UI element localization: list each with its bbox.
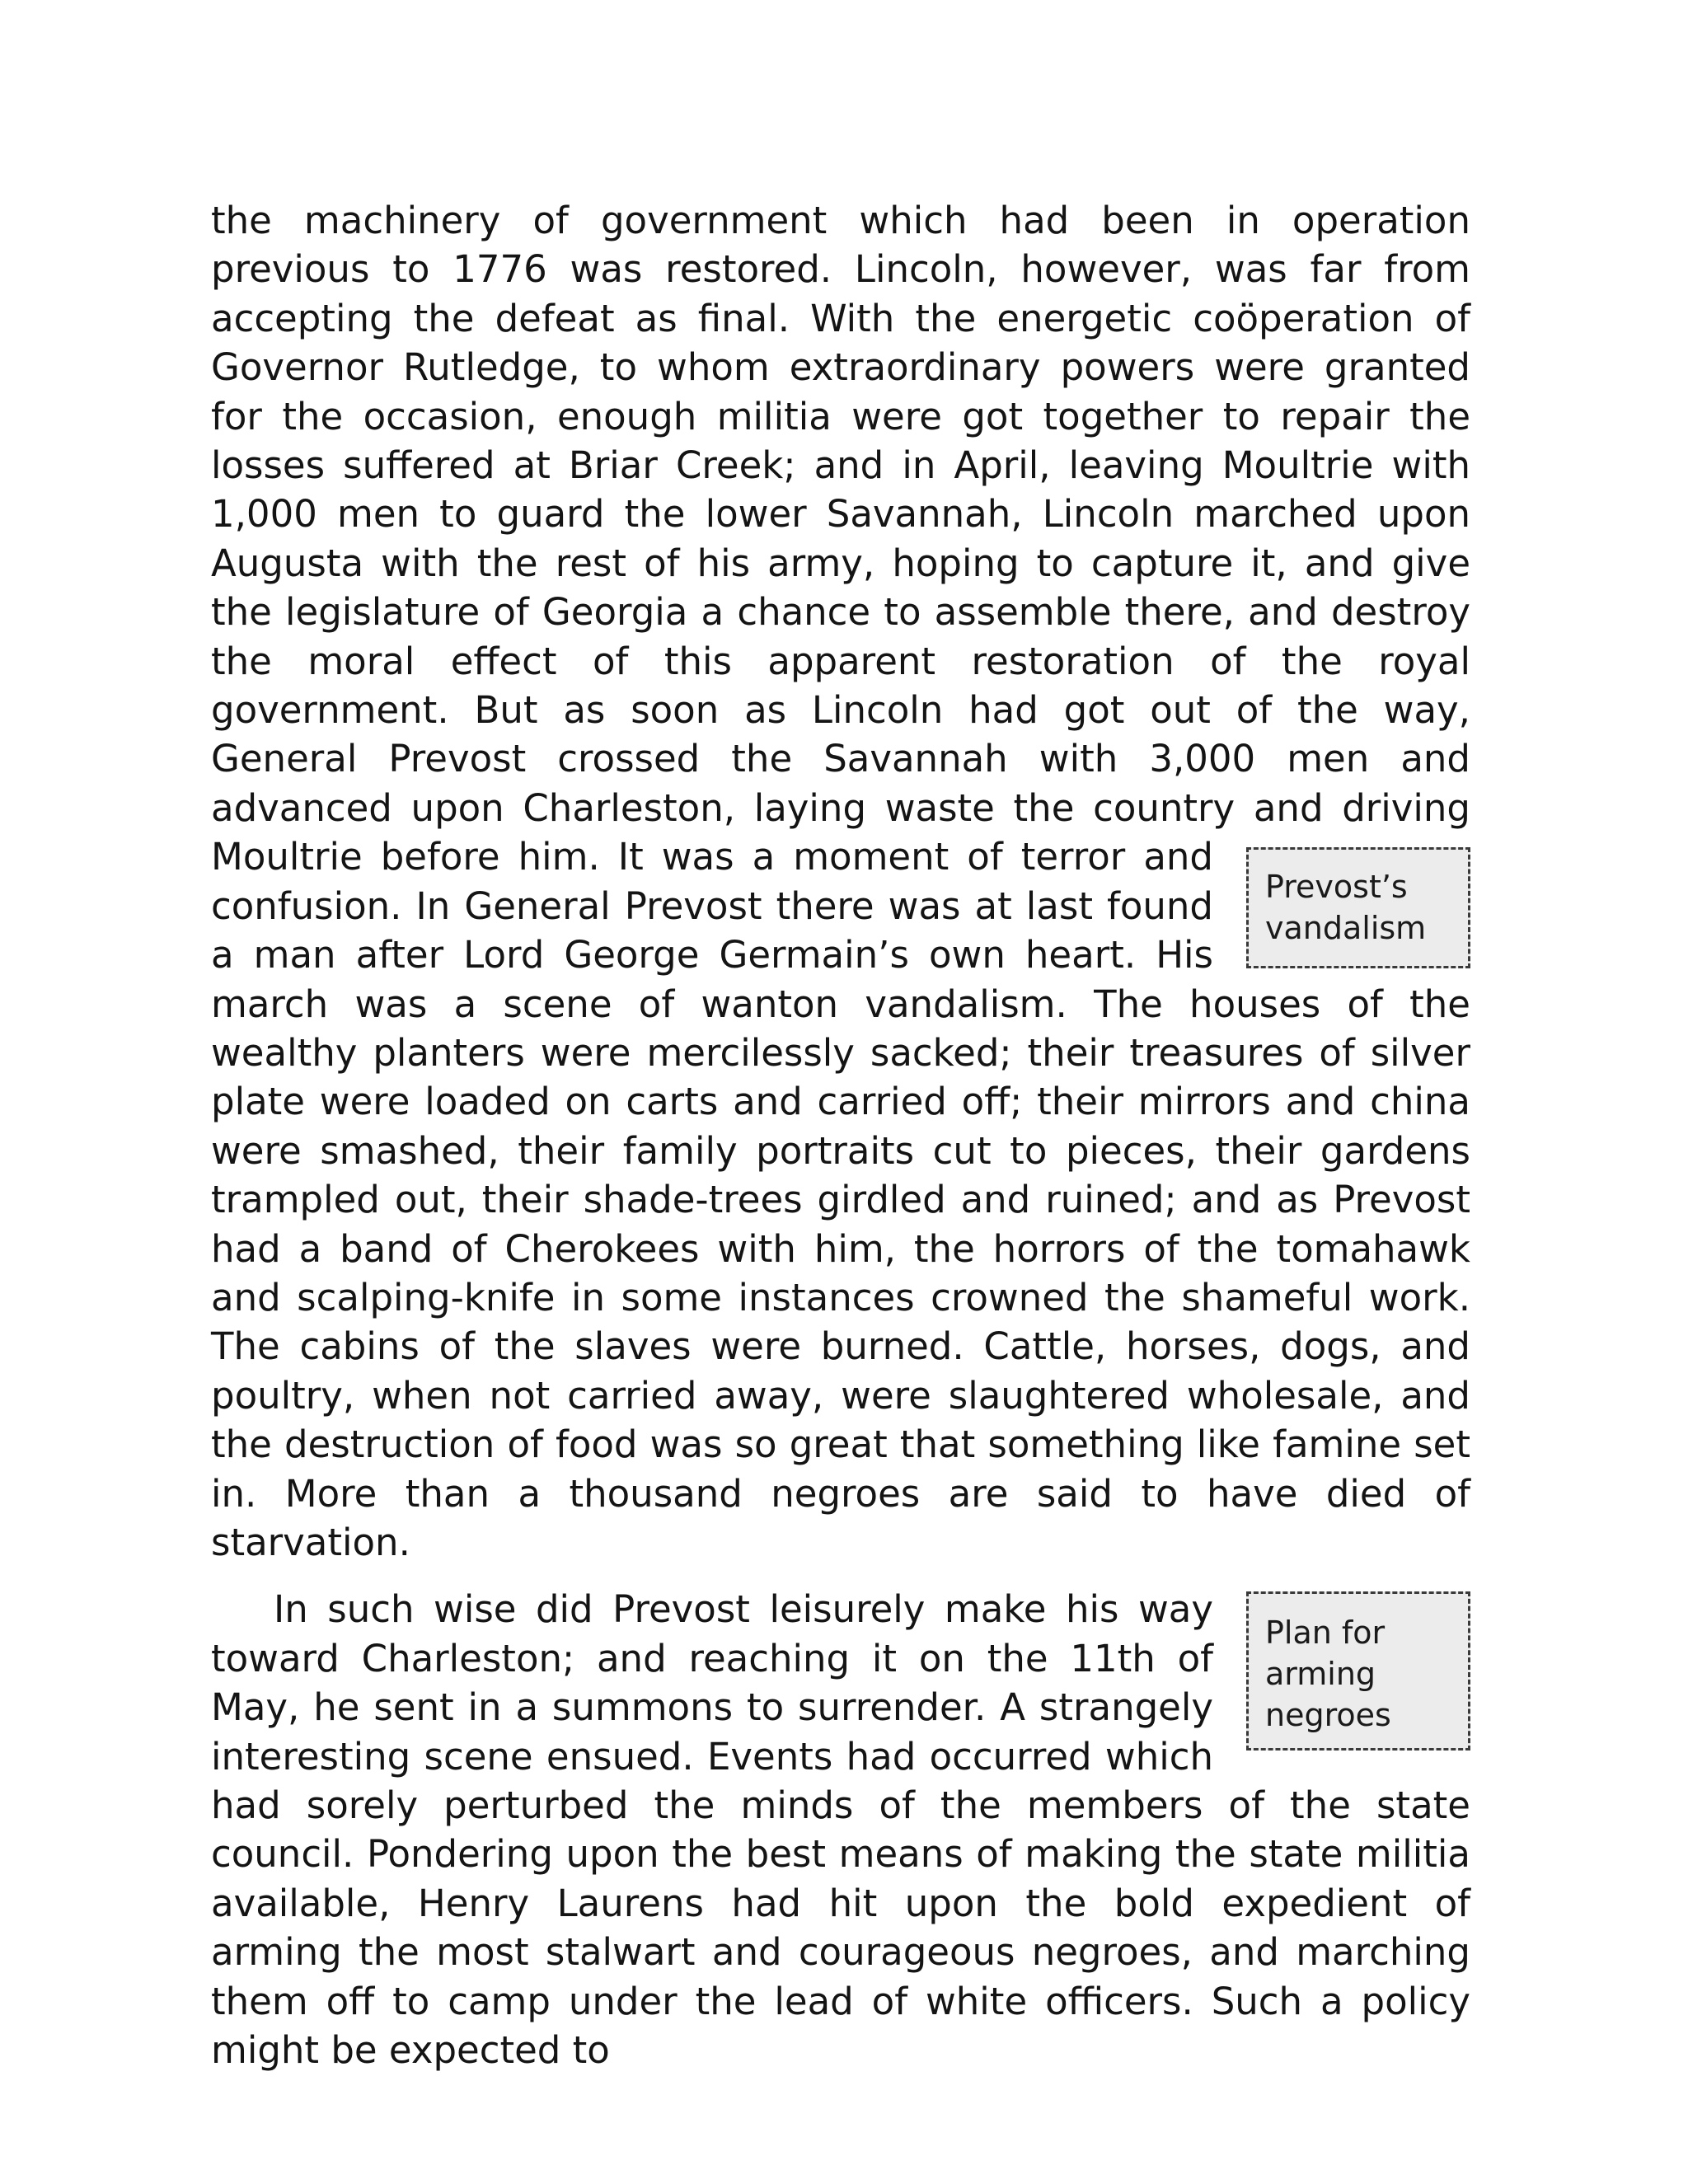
paragraph-text-part-1: the machinery of government which had been in operation previous to 1776 was restored. Lincoln, however, was far from accepting the defeat as final. With the energetic coöperation of Governor Rutledge, to whom extraordinary powers were granted for the occasion, enough militia were got together to repair the losses suffered at Briar Creek; and in April, leaving Moultrie with 1,000 men to guard the lower Savannah, Lincoln marched upon Augusta with the rest of his army, hoping to capture it, and give the legislature of Georgia a chance to assemble there, and destroy the moral effect of this apparent restoration of the royal government. But as soon as Lincoln had got out of the way, General Prevost crossed the Savannah with 3,000 men and advanced upon Charleston, laying waste the country and driving Moultrie before him. It was a moment of terror and [211,199,1470,879]
paragraph-text-part-2: confusion. In General Prevost there was at last found a man after Lord George Germain’s own heart. His march was a scene of wanton vandalism. The houses of the wealthy planters were mercilessly sacked; their treasures of silver plate were loaded on carts and carried off; their mirrors and china were smashed, their family portraits cut to pieces, their gardens trampled out, their shade-trees girdled and ruined; and as Prevost had a band of Cherokees with him, the horrors of the tomahawk and scalping-knife in some instances crowned the shameful work. The cabins of the slaves were burned. Cattle, horses, dogs, and poultry, when not carried away, were slaughtered wholesale, and the destruction of food was so great that something like famine set in. More than a thousand negroes are said to have died of starvation. [211,883,1470,1564]
paragraph-charleston-summons [211,1585,1470,2074]
paragraph-prevost-invasion [211,196,1470,1567]
sidenote-plan-for-arming-negroes: Plan for arming negroes [1246,1591,1470,1750]
sidenote-prevosts-vandalism: Prevost’s vandalism [1246,847,1470,968]
paragraph-text: In such wise did Prevost leisurely make his way toward Charleston; and reaching it on the 11th of May, he sent in a summons to surrender. A strangely interesting scene ensued. Events had occurred which had sorely perturbed the minds of the members of the state council. Pondering upon the best means of making the state militia available, Henry Laurens had hit upon the bold expedient of arming the most stalwart and courageous negroes, and marching them off to camp under the lead of white officers. Such a policy might be expected to [211,1587,1470,2073]
book-page [211,196,1470,2074]
